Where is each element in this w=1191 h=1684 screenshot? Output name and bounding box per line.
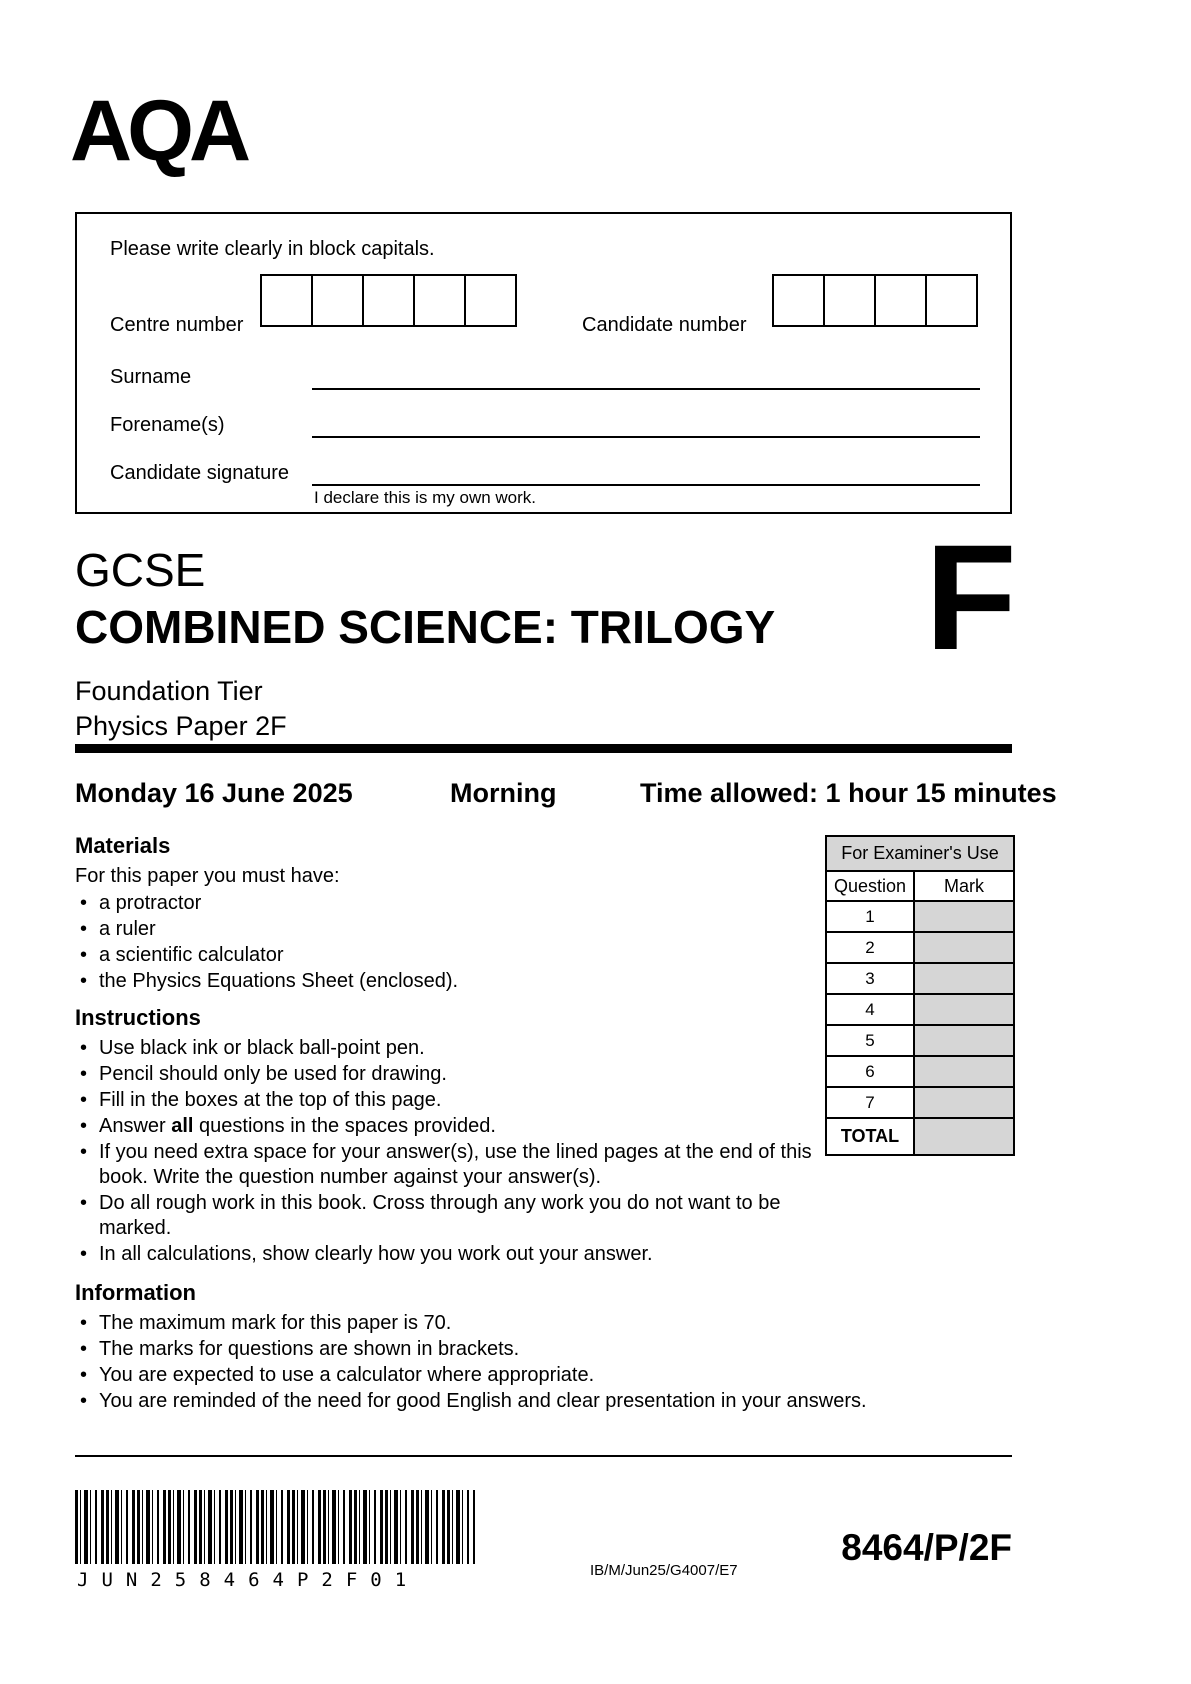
mark-cell	[914, 1056, 1014, 1087]
examiner-row	[826, 963, 1014, 994]
examiner-table-wrap	[825, 835, 1015, 1156]
instructions-item-bold: all	[171, 1115, 194, 1137]
examiner-table	[825, 835, 1015, 1156]
print-reference: IB/M/Jun25/G4007/E7	[590, 1562, 738, 1579]
examiner-row	[826, 994, 1014, 1025]
candidate-details-box	[75, 212, 1012, 514]
candidate-number-label: Candidate number	[582, 314, 747, 336]
examiner-table-title: For Examiner's Use	[826, 836, 1014, 871]
information-item: • The maximum mark for this paper is 70.	[75, 1311, 965, 1336]
examiner-total-row	[826, 1118, 1014, 1155]
examiner-row	[826, 901, 1014, 932]
examiner-row	[826, 1056, 1014, 1087]
candidate-number-cell[interactable]	[874, 274, 927, 327]
materials-item: • the Physics Equations Sheet (enclosed).	[75, 969, 775, 994]
instructions-heading: Instructions	[75, 1005, 201, 1030]
instructions-item: • In all calculations, show clearly how you work out your answer.	[75, 1242, 820, 1267]
paper-code: 8464/P/2F	[841, 1527, 1012, 1568]
tier-name: Foundation Tier	[75, 676, 263, 706]
question-number: 1	[826, 901, 914, 932]
information-item: • The marks for questions are shown in brackets.	[75, 1337, 965, 1362]
instructions-item: • Pencil should only be used for drawing.	[75, 1062, 820, 1087]
time-allowed: Time allowed: 1 hour 15 minutes	[640, 778, 1057, 808]
instructions-item: • Fill in the boxes at the top of this page.	[75, 1088, 820, 1113]
block-capitals-note: Please write clearly in block capitals.	[110, 238, 435, 260]
question-number: 7	[826, 1087, 914, 1118]
paper-name: Physics Paper 2F	[75, 711, 287, 741]
question-number: 5	[826, 1025, 914, 1056]
mark-cell	[914, 932, 1014, 963]
instructions-item: • If you need extra space for your answer(s), use the lined pages at the end of this book. Write the question number against your answer(s).	[75, 1140, 820, 1190]
aqa-logo: AQA	[70, 83, 247, 179]
centre-number-cell[interactable]	[413, 274, 466, 327]
centre-number-label: Centre number	[110, 314, 244, 336]
exam-date: Monday 16 June 2025	[75, 778, 353, 808]
barcode-text: JUN258464P2F01	[77, 1569, 420, 1591]
subject-title: COMBINED SCIENCE: TRILOGY	[75, 601, 776, 653]
instructions-item: • Do all rough work in this book. Cross through any work you do not want to be marked.	[75, 1191, 820, 1241]
exam-time-of-day: Morning	[450, 778, 557, 808]
mark-cell	[914, 963, 1014, 994]
centre-number-cells	[260, 274, 517, 327]
qualification-title: GCSE	[75, 544, 206, 596]
candidate-number-cell[interactable]	[925, 274, 978, 327]
candidate-number-cell[interactable]	[772, 274, 825, 327]
total-mark-cell	[914, 1118, 1014, 1155]
centre-number-cell[interactable]	[311, 274, 364, 327]
question-number: 3	[826, 963, 914, 994]
centre-number-cell[interactable]	[464, 274, 517, 327]
total-label: TOTAL	[826, 1118, 914, 1155]
materials-heading: Materials	[75, 833, 171, 858]
mark-column-header: Mark	[914, 871, 1014, 901]
candidate-number-cells	[772, 274, 978, 327]
surname-label: Surname	[110, 366, 192, 388]
question-number: 2	[826, 932, 914, 963]
question-column-header: Question	[826, 871, 914, 901]
candidate-number-cell[interactable]	[823, 274, 876, 327]
materials-item: • a ruler	[75, 917, 775, 942]
surname-field[interactable]	[312, 388, 980, 390]
mark-cell	[914, 1025, 1014, 1056]
examiner-row	[826, 932, 1014, 963]
materials-section	[75, 833, 775, 995]
materials-list	[75, 891, 775, 994]
instructions-list	[75, 1036, 820, 1267]
materials-intro: For this paper you must have:	[75, 865, 340, 887]
information-heading: Information	[75, 1280, 196, 1305]
examiner-row	[826, 1025, 1014, 1056]
centre-number-cell[interactable]	[362, 274, 415, 327]
information-item: • You are expected to use a calculator where appropriate.	[75, 1363, 965, 1388]
footer-divider	[75, 1455, 1012, 1457]
materials-item: • a scientific calculator	[75, 943, 775, 968]
examiner-row	[826, 1087, 1014, 1118]
instructions-item-text: questions in the spaces provided.	[193, 1115, 496, 1137]
centre-number-cell[interactable]	[260, 274, 313, 327]
question-number: 6	[826, 1056, 914, 1087]
information-list	[75, 1311, 965, 1414]
instructions-section	[75, 1005, 820, 1268]
barcode	[75, 1490, 475, 1564]
mark-cell	[914, 901, 1014, 932]
instructions-item-text: Answer	[99, 1115, 172, 1137]
tier-letter: F	[925, 513, 1017, 681]
information-item: • You are reminded of the need for good English and clear presentation in your answers.	[75, 1389, 965, 1414]
materials-item: • a protractor	[75, 891, 775, 916]
mark-cell	[914, 994, 1014, 1025]
signature-label: Candidate signature	[110, 462, 290, 484]
instructions-item: • Use black ink or black ball-point pen.	[75, 1036, 820, 1061]
signature-field[interactable]	[312, 484, 980, 486]
title-divider	[75, 744, 1012, 753]
declaration-note: I declare this is my own work.	[314, 488, 537, 507]
instructions-item	[75, 1114, 820, 1139]
question-number: 4	[826, 994, 914, 1025]
mark-cell	[914, 1087, 1014, 1118]
forenames-label: Forename(s)	[110, 414, 225, 436]
forenames-field[interactable]	[312, 436, 980, 438]
information-section	[75, 1280, 965, 1415]
